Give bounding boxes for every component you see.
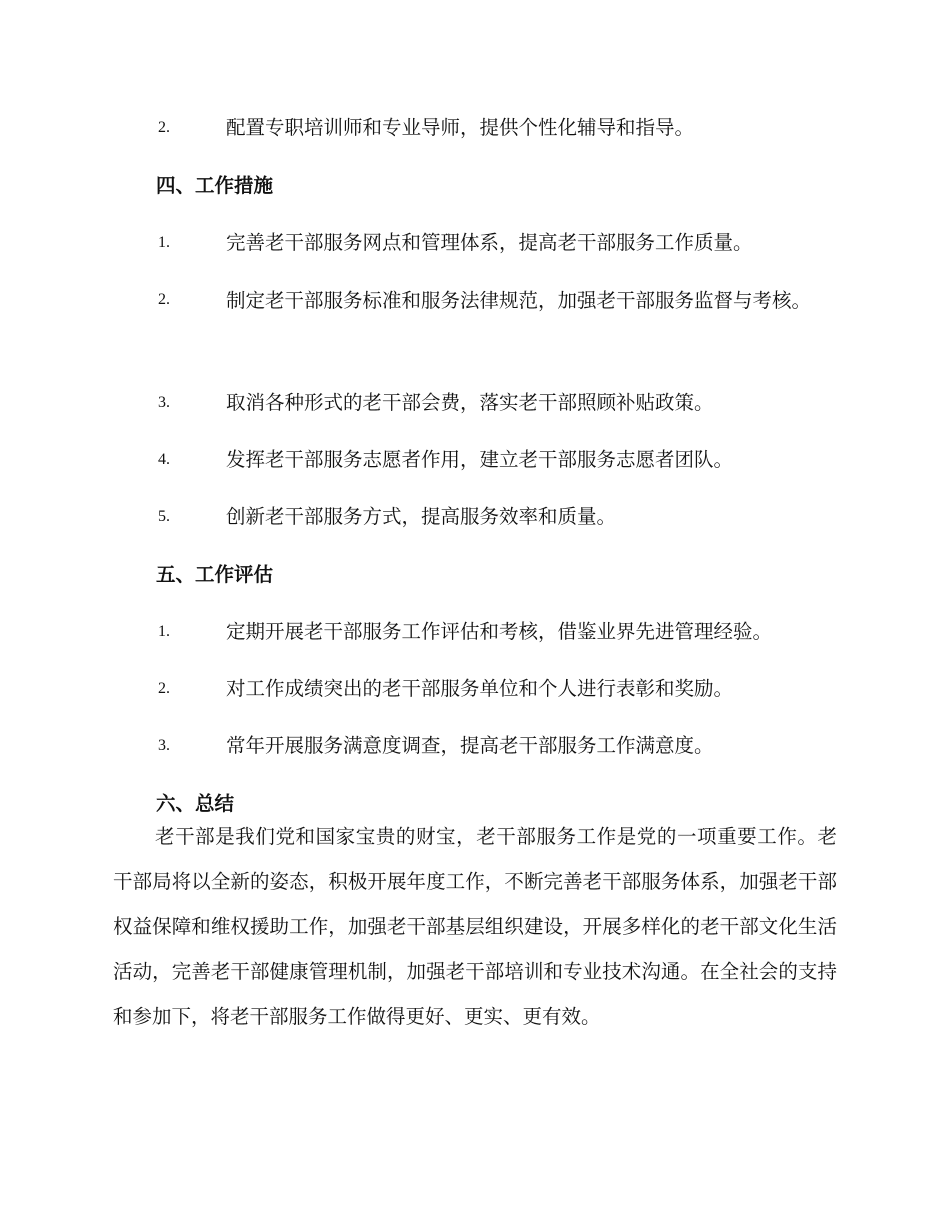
list-item: [0, 108, 950, 148]
list-item: [0, 726, 950, 766]
list-item-text: 配置专职培训师和专业导师，提供个性化辅导和指导。: [226, 116, 695, 139]
list-item-text: 对工作成绩突出的老干部服务单位和个人进行表彰和奖励。: [226, 677, 734, 700]
list-item-text: 取消各种形式的老干部会费，落实老干部照顾补贴政策。: [226, 391, 714, 414]
section-heading-summary: 六、总结: [156, 792, 235, 815]
list-item-text: 创新老干部服务方式，提高服务效率和质量。: [226, 505, 617, 528]
list-item-text: 完善老干部服务网点和管理体系，提高老干部服务工作质量。: [226, 231, 753, 254]
list-item: [0, 223, 950, 263]
list-item-number: 2.: [158, 291, 170, 308]
list-item-text: 常年开展服务满意度调查，提高老干部服务工作满意度。: [226, 734, 714, 757]
list-item-number: 3.: [158, 394, 170, 411]
section-heading-evaluation: 五、工作评估: [156, 563, 274, 586]
list-item-number: 3.: [158, 737, 170, 754]
list-item-text: 发挥老干部服务志愿者作用，建立老干部服务志愿者团队。: [226, 448, 734, 471]
list-item-text: 制定老干部服务标准和服务法律规范，加强老干部服务监督与考核。: [226, 289, 812, 312]
list-item-number: 1.: [158, 623, 170, 640]
list-item: [0, 383, 950, 423]
list-item: [0, 612, 950, 652]
list-item: [0, 440, 950, 480]
list-item-number: 4.: [158, 451, 170, 468]
list-item-number: 2.: [158, 119, 170, 136]
section-heading-measures: 四、工作措施: [156, 174, 274, 197]
list-item-number: 1.: [158, 234, 170, 251]
list-item-number: 2.: [158, 680, 170, 697]
summary-paragraph: 老干部是我们党和国家宝贵的财宝，老干部服务工作是党的一项重要工作。老干部局将以全新的姿态，积极开展年度工作，不断完善老干部服务体系，加强老干部权益保障和维权援助工作，加强老干部基层组织建设，开展多样化的老干部文化生活活动，完善老干部健康管理机制，加强老干部培训和专业技术沟通。在全社会的支持和参加下，将老干部服务工作做得更好、更实、更有效。: [113, 825, 837, 1028]
list-item-number: 5.: [158, 508, 170, 525]
list-item-text: 定期开展老干部服务工作评估和考核，借鉴业界先进管理经验。: [226, 620, 773, 643]
list-item: [0, 497, 950, 537]
list-item: [0, 669, 950, 709]
